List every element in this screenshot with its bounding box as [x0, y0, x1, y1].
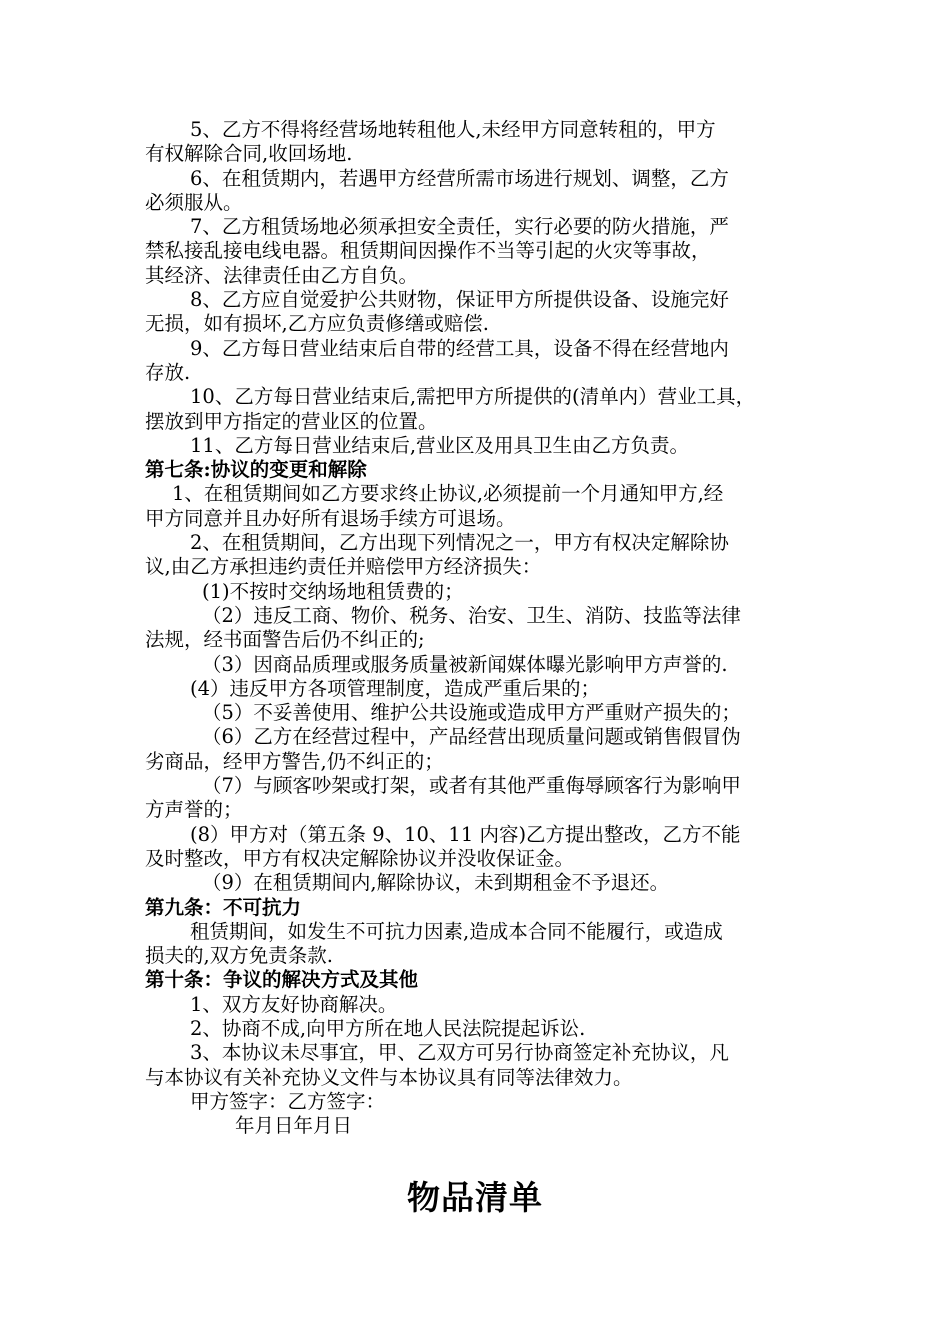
- text-line: 2、协商不成,向甲方所在地人民法院提起诉讼.: [190, 1016, 586, 1040]
- text-line: 其经济、法律责任由乙方自负。: [145, 263, 419, 287]
- text-line: （3）因商品质理或服务质量被新闻媒体曝光影响甲方声誉的.: [202, 652, 728, 676]
- section-heading-article-7: 第七条:协议的变更和解除: [145, 458, 367, 482]
- text-line: 11、乙方每日营业结束后,营业区及用具卫生由乙方负责。: [190, 433, 690, 457]
- text-line: 1、在租赁期间如乙方要求终止协议,必须提前一个月通知甲方,经: [172, 482, 724, 506]
- document-body: [145, 118, 825, 1138]
- text-line: 9、乙方每日营业结束后自带的经营工具，设备不得在经营地内: [190, 336, 729, 360]
- text-line: 10、乙方每日营业结束后,需把甲方所提供的(清单内）营业工具，: [190, 385, 756, 409]
- text-line: 必须服从。: [145, 190, 243, 214]
- item-list-title: 物品清单: [407, 1178, 543, 1217]
- text-line: 及时整改，甲方有权决定解除协议并没收保证金。: [145, 846, 575, 870]
- signature-line: 甲方签字：乙方签字：: [190, 1089, 386, 1113]
- text-line: (1)不按时交纳场地租赁费的；: [202, 579, 464, 603]
- text-line: 1、双方友好协商解决。: [190, 992, 398, 1016]
- text-line: 5、乙方不得将经营场地转租他人,未经甲方同意转租的，甲方: [190, 118, 716, 141]
- text-line: 无损，如有损坏,乙方应负责修缮或赔偿.: [145, 312, 489, 336]
- text-line: 摆放到甲方指定的营业区的位置。: [145, 409, 438, 433]
- text-line: 法规，经书面警告后仍不纠正的;: [145, 628, 425, 652]
- text-line: 与本协议有关补充协义文件与本协议具有同等法律效力。: [145, 1065, 633, 1089]
- text-line: 2、在租赁期间，乙方出现下列情况之一，甲方有权决定解除协: [190, 531, 729, 555]
- text-line: (4）违反甲方各项管理制度，造成严重后果的；: [190, 676, 601, 700]
- text-line: （5）不妥善使用、维护公共设施或造成甲方严重财产损失的；: [202, 701, 741, 725]
- text-line: 3、本协议未尽事宜，甲、乙双方可另行协商签定补充协议，凡: [190, 1041, 729, 1065]
- text-line: 7、乙方租赁场地必须承担安全责任，实行必要的防火措施，严: [190, 215, 729, 239]
- text-line: (8）甲方对（第五条 9、10、11 内容)乙方提出整改，乙方不能: [190, 822, 741, 846]
- text-line: 有权解除合同,收回场地.: [145, 142, 353, 166]
- text-line: 损夫的,双方免责条款.: [145, 944, 333, 968]
- text-line: （2）违反工商、物价、税务、治安、卫生、消防、技监等法律: [202, 603, 741, 627]
- text-line: 甲方同意并且办好所有退场手续方可退场。: [145, 506, 516, 530]
- text-line: 议,由乙方承担违约责任并赔偿甲方经济损失：: [145, 555, 542, 579]
- date-line: 年月日年月日: [235, 1114, 353, 1138]
- text-line: 存放.: [145, 360, 191, 384]
- text-line: （6）乙方在经营过程中，产品经营出现质量问题或销售假冒伪: [202, 725, 741, 749]
- text-line: 租赁期间，如发生不可抗力因素,造成本合同不能履行，或造成: [190, 919, 723, 943]
- text-line: 方声誉的；: [145, 798, 243, 822]
- text-line: 劣商品，经甲方警告,仍不纠正的；: [145, 749, 444, 773]
- text-line: （9）在租赁期间内,解除协议，未到期租金不予退还。: [202, 871, 670, 895]
- section-heading-article-10: 第十条：争议的解决方式及其他: [145, 968, 419, 992]
- text-line: （7）与顾客吵架或打架，或者有其他严重侮辱顾客行为影响甲: [202, 774, 741, 798]
- text-line: 8、乙方应自觉爱护公共财物，保证甲方所提供设备、设施完好: [190, 288, 729, 312]
- text-line: 6、在租赁期内，若遇甲方经营所需市场进行规划、调整，乙方: [190, 166, 729, 190]
- section-heading-article-9: 第九条：不可抗力: [145, 895, 302, 919]
- text-line: 禁私接乱接电线电器。租赁期间因操作不当等引起的火灾等事故，: [145, 239, 711, 263]
